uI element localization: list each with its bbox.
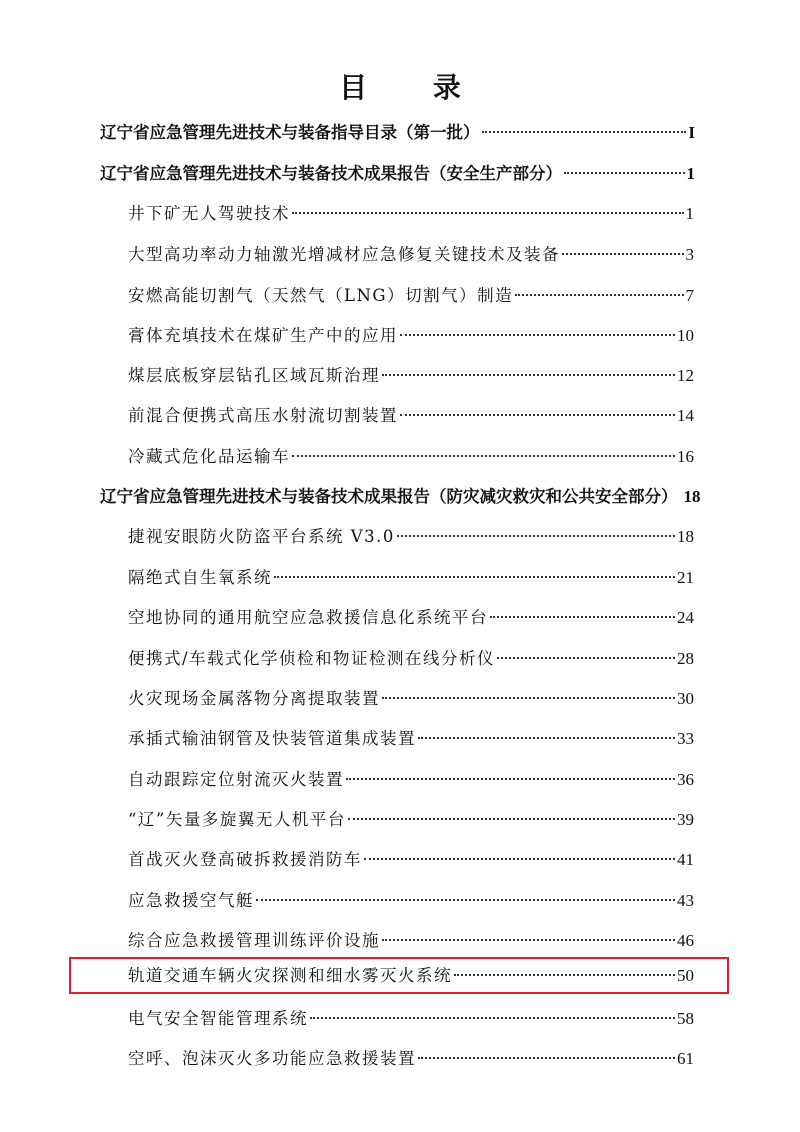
toc-page-number: 14 — [677, 406, 694, 425]
dot-leader — [274, 576, 675, 578]
toc-entry[interactable] — [128, 805, 694, 835]
toc-page-number: 43 — [677, 891, 694, 910]
toc-heading[interactable] — [100, 159, 695, 189]
dot-leader — [562, 253, 684, 255]
toc-entry[interactable] — [128, 1004, 694, 1034]
toc-entry-text: 安燃高能切割气（天然气（LNG）切割气）制造 — [128, 286, 514, 305]
dot-leader — [382, 374, 675, 376]
dot-leader — [256, 899, 675, 901]
toc-entry-text: 膏体充填技术在煤矿生产中的应用 — [128, 326, 398, 345]
toc-entry-text: 自动跟踪定位射流灭火装置 — [128, 770, 344, 789]
toc-page-number: 28 — [677, 649, 694, 668]
toc-page-number: 50 — [677, 966, 694, 985]
toc-entry[interactable] — [128, 684, 694, 714]
toc-page-number: 12 — [677, 366, 694, 385]
dot-leader — [364, 858, 675, 860]
dot-leader — [418, 1057, 675, 1059]
dot-leader — [346, 778, 675, 780]
toc-page-number: 36 — [677, 770, 694, 789]
dot-leader — [348, 818, 675, 820]
toc-entry-text: 空地协同的通用航空应急救援信息化系统平台 — [128, 608, 488, 627]
page-title: 目 录 — [339, 71, 489, 104]
toc-entry[interactable] — [128, 563, 694, 593]
toc-entry-text: 隔绝式自生氧系统 — [128, 568, 272, 587]
toc-entry-text: 前混合便携式高压水射流切割装置 — [128, 406, 398, 425]
dot-leader — [497, 657, 675, 659]
dot-leader — [454, 974, 675, 976]
toc-entry-text: 应急救援空气艇 — [128, 891, 254, 910]
toc-page-number: 18 — [683, 487, 701, 506]
toc-entry[interactable] — [128, 361, 694, 391]
dot-leader — [382, 939, 675, 941]
dot-leader — [564, 172, 685, 174]
dot-leader — [292, 455, 675, 457]
dot-leader — [515, 294, 683, 296]
toc-heading[interactable] — [100, 118, 695, 148]
toc-page-number: 7 — [685, 286, 694, 305]
toc-heading-text: 辽宁省应急管理先进技术与装备指导目录（第一批） — [100, 123, 480, 142]
toc-page-number: 58 — [677, 1009, 694, 1028]
toc-entry-text: 火灾现场金属落物分离提取装置 — [128, 689, 380, 708]
toc-heading-text: 辽宁省应急管理先进技术与装备技术成果报告（防灾减灾救灾和公共安全部分） — [100, 487, 678, 506]
toc-page-number: 1 — [686, 164, 695, 183]
dot-leader — [482, 131, 687, 133]
toc-entry-text: 冷藏式危化品运输车 — [128, 447, 290, 466]
toc-page-number: 46 — [677, 931, 694, 950]
toc-entry-highlighted[interactable] — [128, 961, 694, 991]
toc-entry[interactable] — [128, 603, 694, 633]
toc-entry[interactable] — [128, 644, 694, 674]
toc-entry-text: 承插式输油钢管及快装管道集成装置 — [128, 729, 416, 748]
dot-leader — [400, 414, 675, 416]
toc-page-number: 18 — [677, 527, 694, 546]
toc-entry[interactable] — [128, 926, 694, 956]
dot-leader — [418, 737, 675, 739]
dot-leader — [490, 616, 675, 618]
toc-page-number: 33 — [677, 729, 694, 748]
toc-entry[interactable] — [128, 199, 694, 229]
toc-entry-text: 首战灭火登高破拆救援消防车 — [128, 850, 362, 869]
toc-page-number: 24 — [677, 608, 694, 627]
toc-page-number: 10 — [677, 326, 694, 345]
toc-entry[interactable] — [128, 845, 694, 875]
toc-entry-text: 便携式/车载式化学侦检和物证检测在线分析仪 — [128, 649, 496, 668]
toc-entry-text: 大型高功率动力轴激光增减材应急修复关键技术及装备 — [128, 245, 560, 264]
toc-heading[interactable] — [100, 482, 701, 512]
dot-leader — [397, 535, 675, 537]
toc-page-number: 16 — [677, 447, 694, 466]
toc-heading-text: 辽宁省应急管理先进技术与装备技术成果报告（安全生产部分） — [100, 164, 562, 183]
toc-page-number: 39 — [677, 810, 694, 829]
toc-entry[interactable] — [128, 1044, 694, 1074]
toc-entry-text: 电气安全智能管理系统 — [128, 1009, 308, 1028]
toc-page-number: 3 — [685, 245, 694, 264]
toc-entry[interactable] — [128, 522, 694, 552]
toc-page-number: 30 — [677, 689, 694, 708]
toc-entry-text: 综合应急救援管理训练评价设施 — [128, 931, 380, 950]
dot-leader — [400, 334, 675, 336]
toc-entry[interactable] — [128, 765, 694, 795]
toc-entry[interactable] — [128, 240, 694, 270]
toc-entry-text: 捷视安眼防火防盗平台系统 V3.0 — [128, 527, 395, 546]
toc-page-number: I — [688, 123, 695, 142]
toc-entry-text: 轨道交通车辆火灾探测和细水雾灭火系统 — [128, 966, 452, 985]
toc-entry[interactable] — [128, 886, 694, 916]
toc-entry[interactable] — [128, 442, 694, 472]
toc-entry-text: 空呼、泡沫灭火多功能应急救援装置 — [128, 1049, 416, 1068]
toc-entry-text: 煤层底板穿层钻孔区域瓦斯治理 — [128, 366, 380, 385]
toc-page-number: 61 — [677, 1049, 694, 1068]
toc-entry-text: 井下矿无人驾驶技术 — [128, 204, 290, 223]
dot-leader — [310, 1017, 675, 1019]
toc-page-number: 21 — [677, 568, 694, 587]
toc-page-number: 1 — [685, 204, 694, 223]
toc-page-number: 41 — [677, 850, 694, 869]
toc-entry[interactable] — [128, 724, 694, 754]
toc-entry-text: “辽”矢量多旋翼无人机平台 — [128, 810, 346, 829]
dot-leader — [382, 697, 675, 699]
toc-entry[interactable] — [128, 321, 694, 351]
toc-entry[interactable] — [128, 281, 694, 311]
toc-entry[interactable] — [128, 401, 694, 431]
dot-leader — [292, 212, 684, 214]
